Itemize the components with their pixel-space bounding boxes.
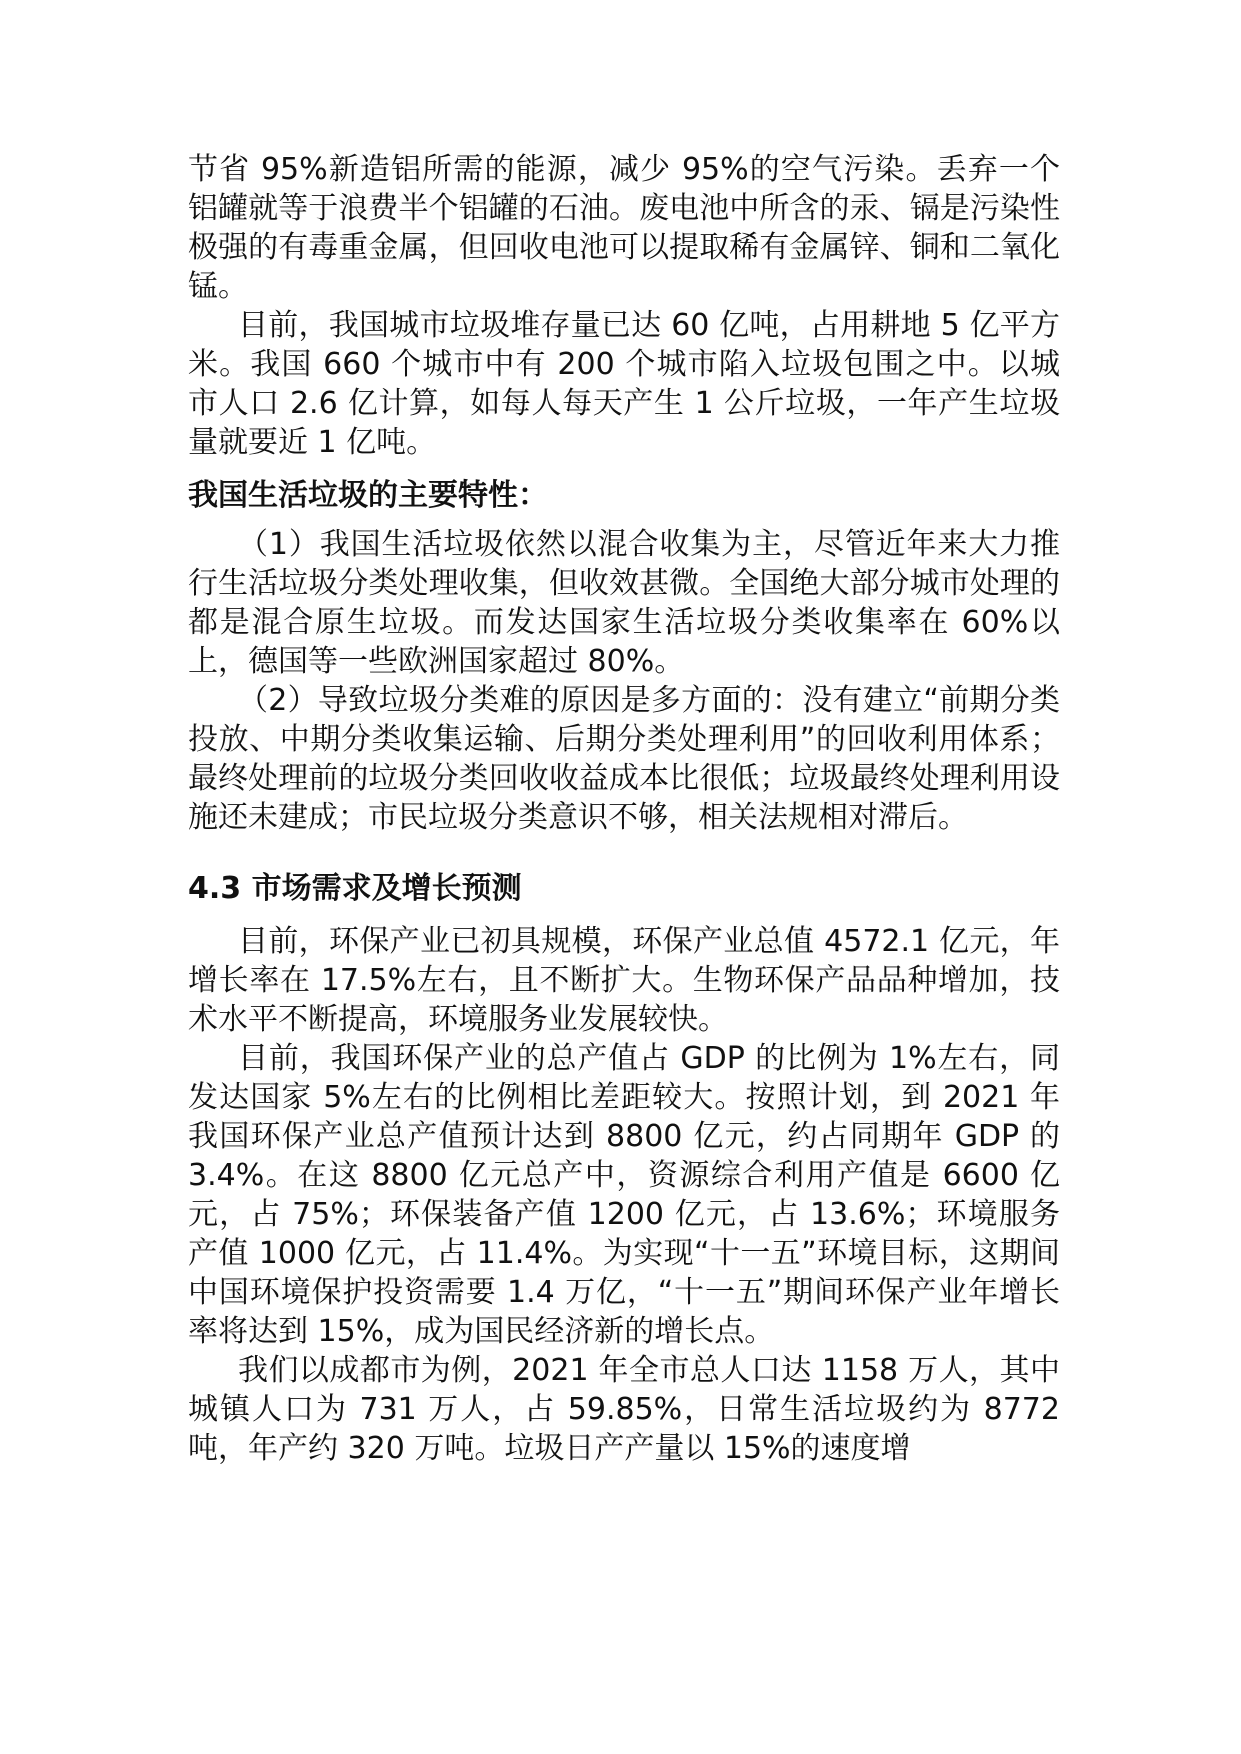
paragraph-mixed-collection: （1）我国生活垃圾依然以混合收集为主，尽管近年来大力推行生活垃圾分类处理收集，但收效甚微。全国绝大部分城市处理的都是混合原生垃圾。而发达国家生活垃圾分类收集率在 60%以上，德国等一些欧洲国家超过 80%。 <box>188 527 1060 679</box>
section-heading-market-demand: 4.3 市场需求及增长预测 <box>188 871 522 906</box>
paragraph-industry-scale: 目前，环保产业已初具规模，环保产业总值 4572.1 亿元，年增长率在 17.5%左右，且不断扩大。生物环保产品品种增加，技术水平不断提高，环境服务业发展较快。 <box>188 924 1060 1037</box>
paragraph-sorting-difficulties: （2）导致垃圾分类难的原因是多方面的：没有建立“前期分类投放、中期分类收集运输、后期分类处理利用”的回收利用体系；最终处理前的垃圾分类回收收益成本比很低；垃圾最终处理利用设施还未建成；市民垃圾分类意识不够，相关法规相对滞后。 <box>188 683 1060 835</box>
paragraph-recycling-benefits: 节省 95%新造铝所需的能源，减少 95%的空气污染。丢弃一个铝罐就等于浪费半个铝罐的石油。废电池中所含的汞、镉是污染性极强的有毒重金属，但回收电池可以提取稀有金属锌、铜和二氧化锰。 <box>188 152 1060 304</box>
paragraph-chengdu-example: 我们以成都市为例，2021 年全市总人口达 1158 万人，其中城镇人口为 731 万人，占 59.85%，日常生活垃圾约为 8772 吨，年产约 320 万吨。垃圾日产产量以 15%的速度增 <box>188 1353 1060 1466</box>
paragraph-gdp-share: 目前，我国环保产业的总产值占 GDP 的比例为 1%左右，同发达国家 5%左右的比例相比差距较大。按照计划，到 2021 年我国环保产业总产值预计达到 8800 亿元，约占同期年 GDP 的 3.4%。在这 8800 亿元总产中，资源综合利用产值是 6600 亿元，占 75%；环保装备产值 1200 亿元，占 13.6%；环境服务产值 1000 亿元，占 11.4%。为实现“十一五”环境目标，这期间中国环境保护投资需要 1.4 万亿，“十一五”期间环保产业年增长率将达到 15%，成为国民经济新的增长点。 <box>188 1041 1060 1349</box>
section-heading-waste-characteristics: 我国生活垃圾的主要特性： <box>188 478 548 513</box>
document-body <box>188 150 1060 1468</box>
paragraph-urban-waste-stock: 目前，我国城市垃圾堆存量已达 60 亿吨，占用耕地 5 亿平方米。我国 660 个城市中有 200 个城市陷入垃圾包围之中。以城市人口 2.6 亿计算，如每人每天产生 1 公斤垃圾，一年产生垃圾量就要近 1 亿吨。 <box>188 308 1060 460</box>
